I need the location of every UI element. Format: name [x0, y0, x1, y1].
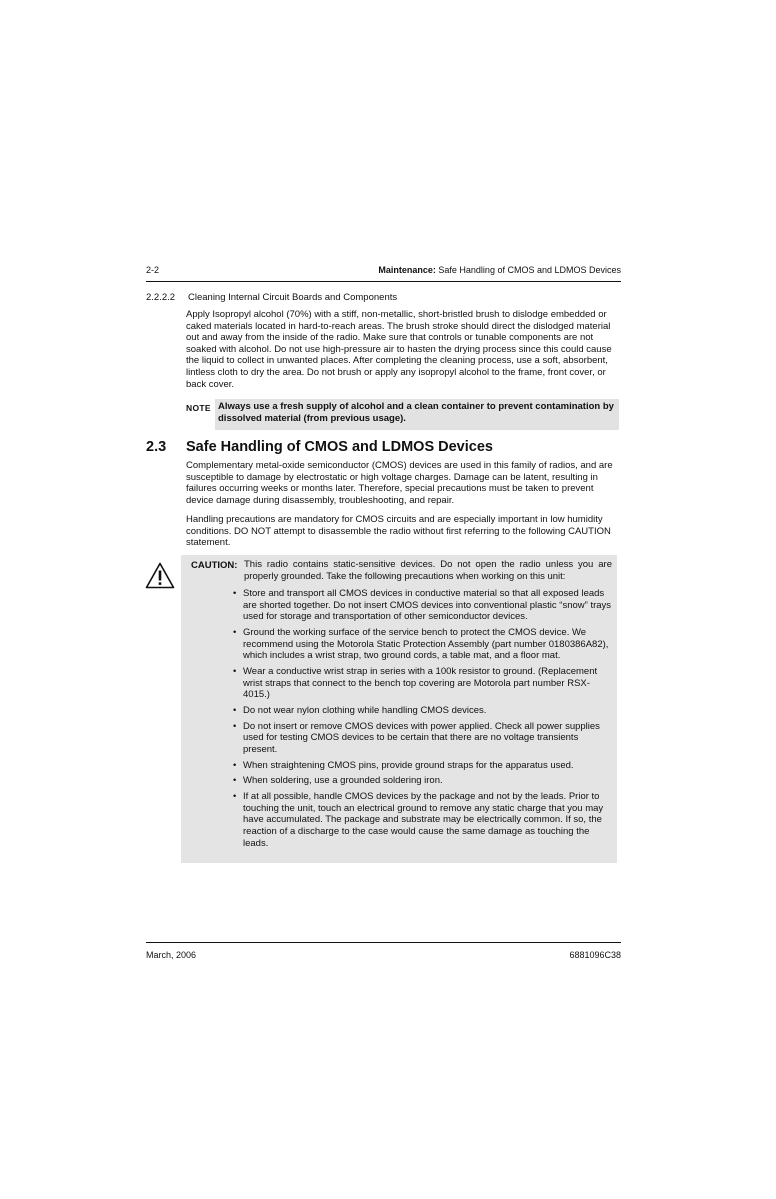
- footer-rule: [146, 942, 621, 943]
- footer-doc-number: 6881096C38: [569, 950, 621, 960]
- caution-item: • Do not insert or remove CMOS devices with power applied. Check all power supplies used for testing CMOS devices to be certain that there are no voltage transients present.: [233, 721, 613, 756]
- section-heading: [146, 439, 493, 455]
- note-label: NOTE: [186, 403, 211, 413]
- page-footer: [146, 950, 621, 964]
- subsection-heading: [146, 292, 397, 303]
- subsection-number: 2.2.2.2: [146, 292, 176, 303]
- caution-item: • When straightening CMOS pins, provide ground straps for the apparatus used.: [233, 760, 613, 772]
- footer-date: March, 2006: [146, 950, 197, 960]
- caution-label: CAUTION:: [191, 560, 238, 571]
- page-header: [146, 265, 621, 279]
- page-number: 2-2: [146, 265, 160, 275]
- running-title-bold: Maintenance:: [378, 265, 436, 275]
- note-text: Always use a fresh supply of alcohol and a clean container to prevent contamination by dissolved material (from previous usage).: [215, 399, 619, 430]
- subsection-title: Cleaning Internal Circuit Boards and Components: [188, 292, 398, 303]
- caution-item: • If at all possible, handle CMOS devices by the package and not by the leads. Prior to touching the unit, touch an electrical ground to remove any static charge that you may have accumulated. The package and substrate may be electrically common. If so, the reaction of a discharge to the case would cause the same damage as touching the leads.: [233, 791, 613, 849]
- note-block: [186, 399, 618, 430]
- caution-intro: This radio contains static-sensitive devices. Do not open the radio unless you are properly grounded. Take the following precautions when working on this unit:: [244, 559, 612, 582]
- caution-list: [233, 588, 613, 853]
- caution-item: • Wear a conductive wrist strap in series with a 100k resistor to ground. (Replacement wrist straps that connect to the bench top covering are Motorola part number RSX-4015.): [233, 666, 613, 701]
- cmos-paragraph-2: Handling precautions are mandatory for CMOS circuits and are especially important in low humidity conditions. DO NOT attempt to disassemble the radio without first referring to the following CAUTION statement.: [186, 514, 611, 549]
- caution-item: • Do not wear nylon clothing while handling CMOS devices.: [233, 705, 613, 717]
- section-number: 2.3: [146, 439, 167, 455]
- cmos-paragraph-1: Complementary metal-oxide semiconductor (CMOS) devices are used in this family of radios, and are susceptible to damage by electrostatic or high voltage charges. Damage can be latent, resulting in failures occurring weeks or months later. Therefore, special precautions must be taken to prevent device damage during disassembly, troubleshooting, and repair.: [186, 460, 613, 506]
- section-title: Safe Handling of CMOS and LDMOS Devices: [186, 439, 493, 455]
- cleaning-paragraph: Apply Isopropyl alcohol (70%) with a stiff, non-metallic, short-bristled brush to dislodge embedded or caked materials located in hard-to-reach areas. The brush stroke should direct the dislodged material out and away from the inside of the radio. Make sure that controls or tunable components are not soaked with alcohol. Do not use high-pressure air to hasten the drying process since this could cause the liquid to collect in unwanted places. After completing the cleaning process, use a soft, absorbent, lintless cloth to dry the area. Do not brush or apply any isopropyl alcohol to the frame, front cover, or back cover.: [186, 309, 612, 390]
- running-title: [378, 265, 621, 275]
- header-rule: [146, 281, 621, 282]
- warning-triangle-icon: [145, 562, 175, 589]
- caution-block: [181, 555, 617, 863]
- running-title-text: Safe Handling of CMOS and LDMOS Devices: [435, 265, 621, 275]
- caution-item: • Ground the working surface of the service bench to protect the CMOS device. We recommend using the Motorola Static Protection Assembly (part number 0180386A82), which includes a wrist strap, two ground cords, a table mat, and a floor mat.: [233, 627, 613, 662]
- caution-item: • When soldering, use a grounded soldering iron.: [233, 775, 613, 787]
- caution-item: • Store and transport all CMOS devices in conductive material so that all exposed leads are shorted together. Do not insert CMOS devices into conventional plastic “snow” trays used for storage and transportation of other semiconductor devices.: [233, 588, 613, 623]
